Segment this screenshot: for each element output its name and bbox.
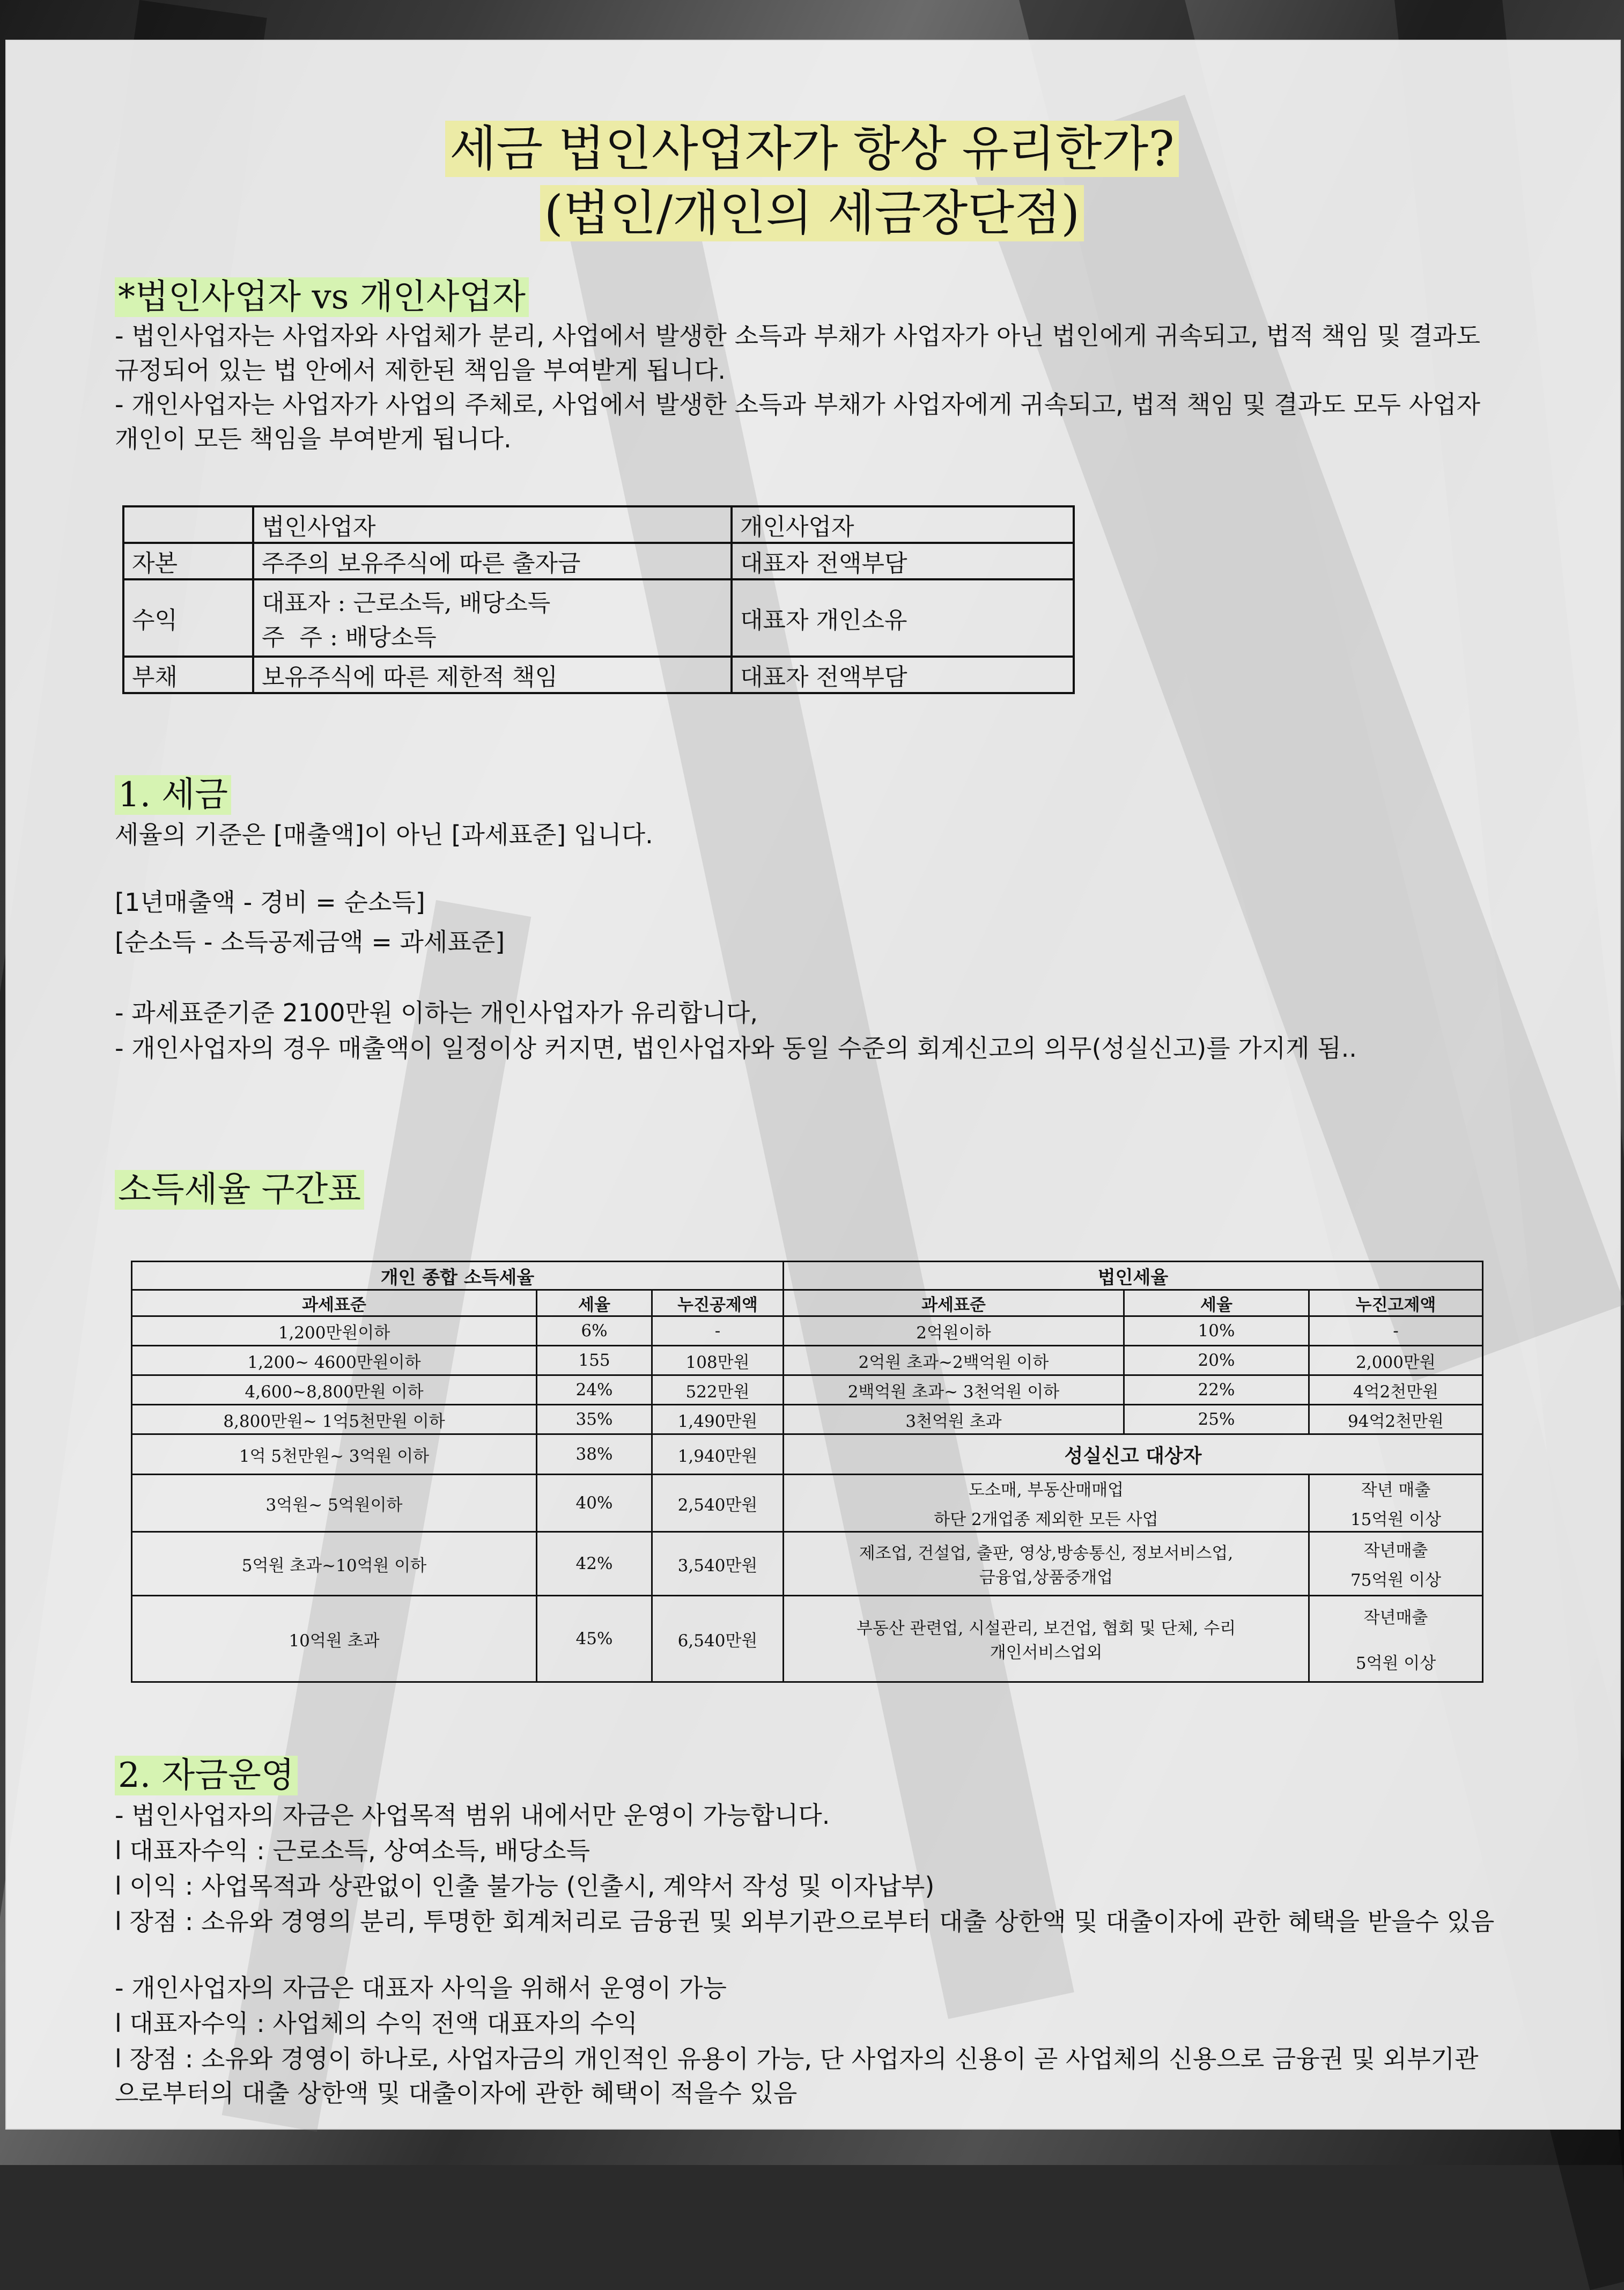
tax-table-heading: 소득세율 구간표 [115, 1167, 364, 1212]
sincere-report-title: 성실신고 대상자 [784, 1434, 1483, 1475]
header-cell [123, 506, 253, 543]
section2-line: l 대표자수익 : 사업체의 수익 전액 대표자의 수익 [115, 2009, 638, 2038]
cell: 3천억원 초과 [784, 1405, 1124, 1434]
page-subtitle [0, 181, 1624, 246]
corp-cell: 주주의 보유주식에 따른 출자금 [253, 543, 732, 579]
cell: 4,600~8,800만원 이하 [132, 1375, 537, 1405]
corp-cell: 보유주식에 따른 제한적 책임 [253, 657, 732, 693]
cell: 40% [537, 1475, 652, 1532]
cell: 20% [1124, 1346, 1309, 1375]
indiv-cell: 대표자 전액부담 [732, 657, 1074, 693]
cell: 2,000만원 [1309, 1346, 1483, 1375]
cell: 2억원 초과~2백억원 이하 [784, 1346, 1124, 1375]
cell: 1,490만원 [652, 1405, 784, 1434]
header-cell: 개인사업자 [732, 506, 1074, 543]
row-label: 자본 [123, 543, 253, 579]
section2-line: l 장점 : 소유와 경영의 분리, 투명한 회계처리로 금융권 및 외부기관으로부터 대출 상한액 및 대출이자에 관한 혜택을 받을수 있음 [115, 1907, 1495, 1936]
col-header: 세율 [1124, 1290, 1309, 1316]
table-row [132, 1405, 1483, 1434]
corp-line: 주 주 : 배당소득 [262, 624, 437, 651]
cell: 42% [537, 1532, 652, 1596]
table-row [132, 1532, 1483, 1596]
section2-line: - 개인사업자의 자금은 대표자 사익을 위해서 운영이 가능 [115, 1974, 727, 2002]
cell: 1,200만원이하 [132, 1316, 537, 1346]
table-row [132, 1375, 1483, 1405]
cell: 155 [537, 1346, 652, 1375]
table-subheader-row [132, 1290, 1483, 1316]
table-row [132, 1346, 1483, 1375]
cell: 522만원 [652, 1375, 784, 1405]
cell: 6% [537, 1316, 652, 1346]
cell: 38% [537, 1434, 652, 1475]
cell: - [652, 1316, 784, 1346]
cell: 25% [1124, 1405, 1309, 1434]
col-header: 세율 [537, 1290, 652, 1316]
section2-heading: 2. 자금운영 [115, 1753, 298, 1798]
table-row [123, 543, 1074, 579]
section1-formula: [1년매출액 - 경비 = 순소득] [115, 888, 425, 917]
tax-rate-table [131, 1261, 1483, 1683]
table-header-row [132, 1262, 1483, 1290]
cell: 10억원 초과 [132, 1596, 537, 1682]
indiv-cell: 대표자 전액부담 [732, 543, 1074, 579]
section2-line: l 대표자수익 : 근로소득, 상여소득, 배당소득 [115, 1836, 590, 1865]
table-header-row [123, 506, 1074, 543]
cell: 2백억원 초과~ 3천억원 이하 [784, 1375, 1124, 1405]
cell: 108만원 [652, 1346, 784, 1375]
section1-formula: [순소득 - 소득공제금액 = 과세표준] [115, 927, 505, 956]
cell: 24% [537, 1375, 652, 1405]
col-header: 누진공제액 [652, 1290, 784, 1316]
cell: 1,940만원 [652, 1434, 784, 1475]
col-header: 과세표준 [132, 1290, 537, 1316]
col-header: 과세표준 [784, 1290, 1124, 1316]
cell: 10% [1124, 1316, 1309, 1346]
title-line-2: (법인/개인의 세금장단점) [540, 185, 1084, 241]
section1-line: 세율의 기준은 [매출액]이 아닌 [과세표준] 입니다. [115, 820, 653, 849]
cell: 1억 5천만원~ 3억원 이하 [132, 1434, 537, 1475]
cell: 3억원~ 5억원이하 [132, 1475, 537, 1532]
corp-tax-title: 법인세율 [784, 1262, 1483, 1290]
corp-line: 대표자 : 근로소득, 배당소득 [262, 590, 551, 617]
cell: 8,800만원~ 1억5천만원 이하 [132, 1405, 537, 1434]
cell: 6,540만원 [652, 1596, 784, 1682]
cell: - [1309, 1316, 1483, 1346]
table-row [132, 1434, 1483, 1475]
row-label: 수익 [123, 579, 253, 657]
sales-cell: 작년매출 75억원 이상 [1309, 1532, 1483, 1596]
header-cell: 법인사업자 [253, 506, 732, 543]
section2-line: l 이익 : 사업목적과 상관없이 인출 불가능 (인출시, 계약서 작성 및 이자납부) [115, 1872, 935, 1901]
cell: 2,540만원 [652, 1475, 784, 1532]
cell: 5억원 초과~10억원 이하 [132, 1532, 537, 1596]
cell: 22% [1124, 1375, 1309, 1405]
intro-paragraph-indiv: - 개인사업자는 사업자가 사업의 주체로, 사업에서 발생한 소득과 부채가 사업자에게 귀속되고, 법적 책임 및 결과도 모두 사업자 개인이 모든 책임을 부여받게 됩니다. [115, 390, 1488, 453]
cell: 4억2천만원 [1309, 1375, 1483, 1405]
business-cell: 부동산 관련업, 시설관리, 보건업, 협회 및 단체, 수리 개인서비스업외 [784, 1596, 1309, 1682]
table-row [123, 657, 1074, 693]
indiv-cell: 대표자 개인소유 [732, 579, 1074, 657]
row-label: 부채 [123, 657, 253, 693]
indiv-tax-title: 개인 종합 소득세율 [132, 1262, 784, 1290]
title-line-1: 세금 법인사업자가 항상 유리한가? [445, 121, 1178, 177]
cell: 94억2천만원 [1309, 1405, 1483, 1434]
cell: 3,540만원 [652, 1532, 784, 1596]
intro-paragraph-corp: - 법인사업자는 사업자와 사업체가 분리, 사업에서 발생한 소득과 부채가 사업자가 아닌 법인에게 귀속되고, 법적 책임 및 결과도 규정되어 있는 법 안에서 제한된 책임을 부여받게 됩니다. [115, 321, 1488, 385]
section2-line: - 법인사업자의 자금은 사업목적 범위 내에서만 운영이 가능합니다. [115, 1801, 830, 1830]
cell: 35% [537, 1405, 652, 1434]
section1-line: - 개인사업자의 경우 매출액이 일정이상 커지면, 법인사업자와 동일 수준의 회계신고의 의무(성실신고)를 가지게 됨.. [115, 1034, 1357, 1063]
sales-cell: 작년 매출 15억원 이상 [1309, 1475, 1483, 1532]
table-row [132, 1475, 1483, 1532]
cell: 2억원이하 [784, 1316, 1124, 1346]
table-row [132, 1596, 1483, 1682]
business-cell: 제조업, 건설업, 출판, 영상,방송통신, 정보서비스업, 금융업,상품중개업 [784, 1532, 1309, 1596]
corp-cell [253, 579, 732, 657]
section2-line: l 장점 : 소유와 경영이 하나로, 사업자금의 개인적인 유용이 가능, 단 사업자의 신용이 곧 사업체의 신용으로 금융권 및 외부기관으로부터의 대출 상한액 및 대출이자에 관한 혜택이 적을수 있음 [115, 2044, 1479, 2108]
col-header: 누진고제액 [1309, 1290, 1483, 1316]
table-row [132, 1316, 1483, 1346]
cell: 45% [537, 1596, 652, 1682]
comparison-table [122, 505, 1075, 694]
page-title [0, 117, 1624, 181]
intro-heading: *법인사업자 vs 개인사업자 [115, 275, 529, 320]
section1-line: - 과세표준기준 2100만원 이하는 개인사업자가 유리합니다, [115, 998, 758, 1027]
sales-cell: 작년매출 5억원 이상 [1309, 1596, 1483, 1682]
section1-heading: 1. 세금 [115, 772, 231, 818]
cell: 1,200~ 4600만원이하 [132, 1346, 537, 1375]
table-row [123, 579, 1074, 657]
business-cell: 도소매, 부동산매매업 하단 2개업종 제외한 모든 사업 [784, 1475, 1309, 1532]
